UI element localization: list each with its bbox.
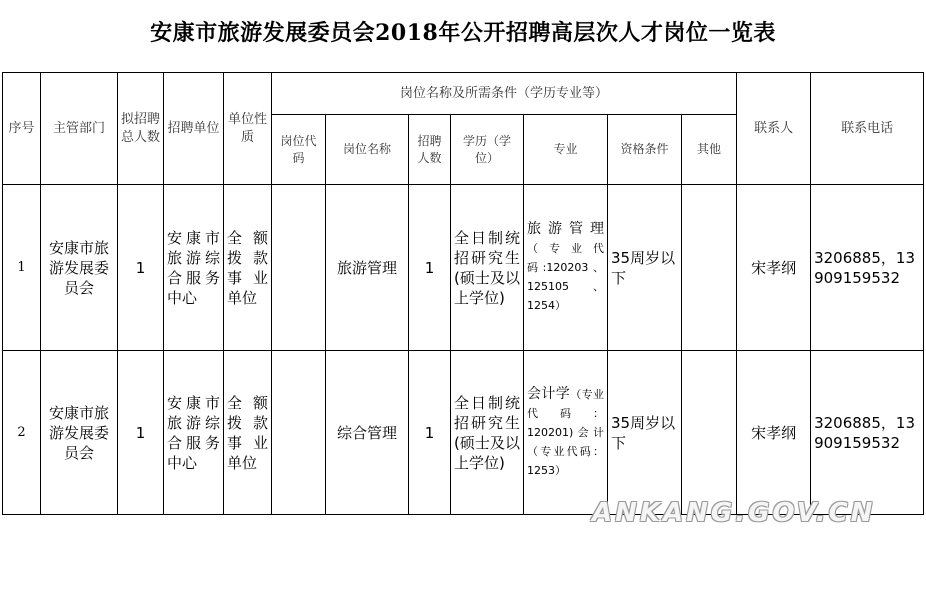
row-other	[682, 185, 737, 351]
row-planned: 1	[118, 185, 164, 351]
row-seq: 2	[3, 351, 41, 515]
major-name: 旅游管理	[527, 221, 604, 237]
row-recruit-num: 1	[409, 185, 451, 351]
major-codes: （专业代码:120203、125105、1254）	[527, 242, 604, 312]
header-qualification: 资格条件	[608, 115, 682, 185]
row-contact: 宋孝纲	[737, 351, 811, 515]
row-phone: 3206885，13909159532	[811, 351, 924, 515]
row-education: 全日制统招研究生(硕士及以上学位)	[451, 351, 524, 515]
header-seq: 序号	[3, 73, 41, 185]
header-contact: 联系人	[737, 73, 811, 185]
row-post-name: 旅游管理	[326, 185, 409, 351]
row-unit: 安康市旅游综合服务中心	[164, 185, 224, 351]
header-phone: 联系电话	[811, 73, 924, 185]
header-dept: 主管部门	[41, 73, 118, 185]
row-nature: 全额拨款事业单位	[224, 185, 272, 351]
table-row	[3, 185, 924, 351]
major-name: 会计学	[527, 386, 571, 402]
header-other: 其他	[682, 115, 737, 185]
header-group: 岗位名称及所需条件（学历专业等）	[272, 73, 737, 115]
row-qualification: 35周岁以下	[608, 351, 682, 515]
header-education: 学历（学位）	[451, 115, 524, 185]
row-phone: 3206885，13909159532	[811, 185, 924, 351]
header-unit: 招聘单位	[164, 73, 224, 185]
row-seq: 1	[3, 185, 41, 351]
header-major: 专业	[524, 115, 608, 185]
recruitment-table	[2, 72, 924, 515]
site-watermark: ANKANG.GOV.CN	[592, 498, 876, 528]
major-codes: （专业代码：120201)会计（专业代码：1253）	[527, 388, 605, 477]
row-contact: 宋孝纲	[737, 185, 811, 351]
table-row	[3, 351, 924, 515]
row-qualification: 35周岁以下	[608, 185, 682, 351]
row-dept: 安康市旅游发展委员会	[41, 185, 118, 351]
row-post-name: 综合管理	[326, 351, 409, 515]
header-post-code: 岗位代码	[272, 115, 326, 185]
row-other	[682, 351, 737, 515]
row-nature: 全额拨款事业单位	[224, 351, 272, 515]
row-unit: 安康市旅游综合服务中心	[164, 351, 224, 515]
document-title: 安康市旅游发展委员会2018年公开招聘高层次人才岗位一览表	[150, 20, 776, 46]
row-major	[524, 351, 608, 515]
header-planned: 拟招聘总人数	[118, 73, 164, 185]
header-recruit-num: 招聘人数	[409, 115, 451, 185]
row-education: 全日制统招研究生(硕士及以上学位)	[451, 185, 524, 351]
row-planned: 1	[118, 351, 164, 515]
row-recruit-num: 1	[409, 351, 451, 515]
row-post-code	[272, 351, 326, 515]
header-post-name: 岗位名称	[326, 115, 409, 185]
header-nature: 单位性质	[224, 73, 272, 185]
row-post-code	[272, 185, 326, 351]
row-dept: 安康市旅游发展委员会	[41, 351, 118, 515]
row-major	[524, 185, 608, 351]
